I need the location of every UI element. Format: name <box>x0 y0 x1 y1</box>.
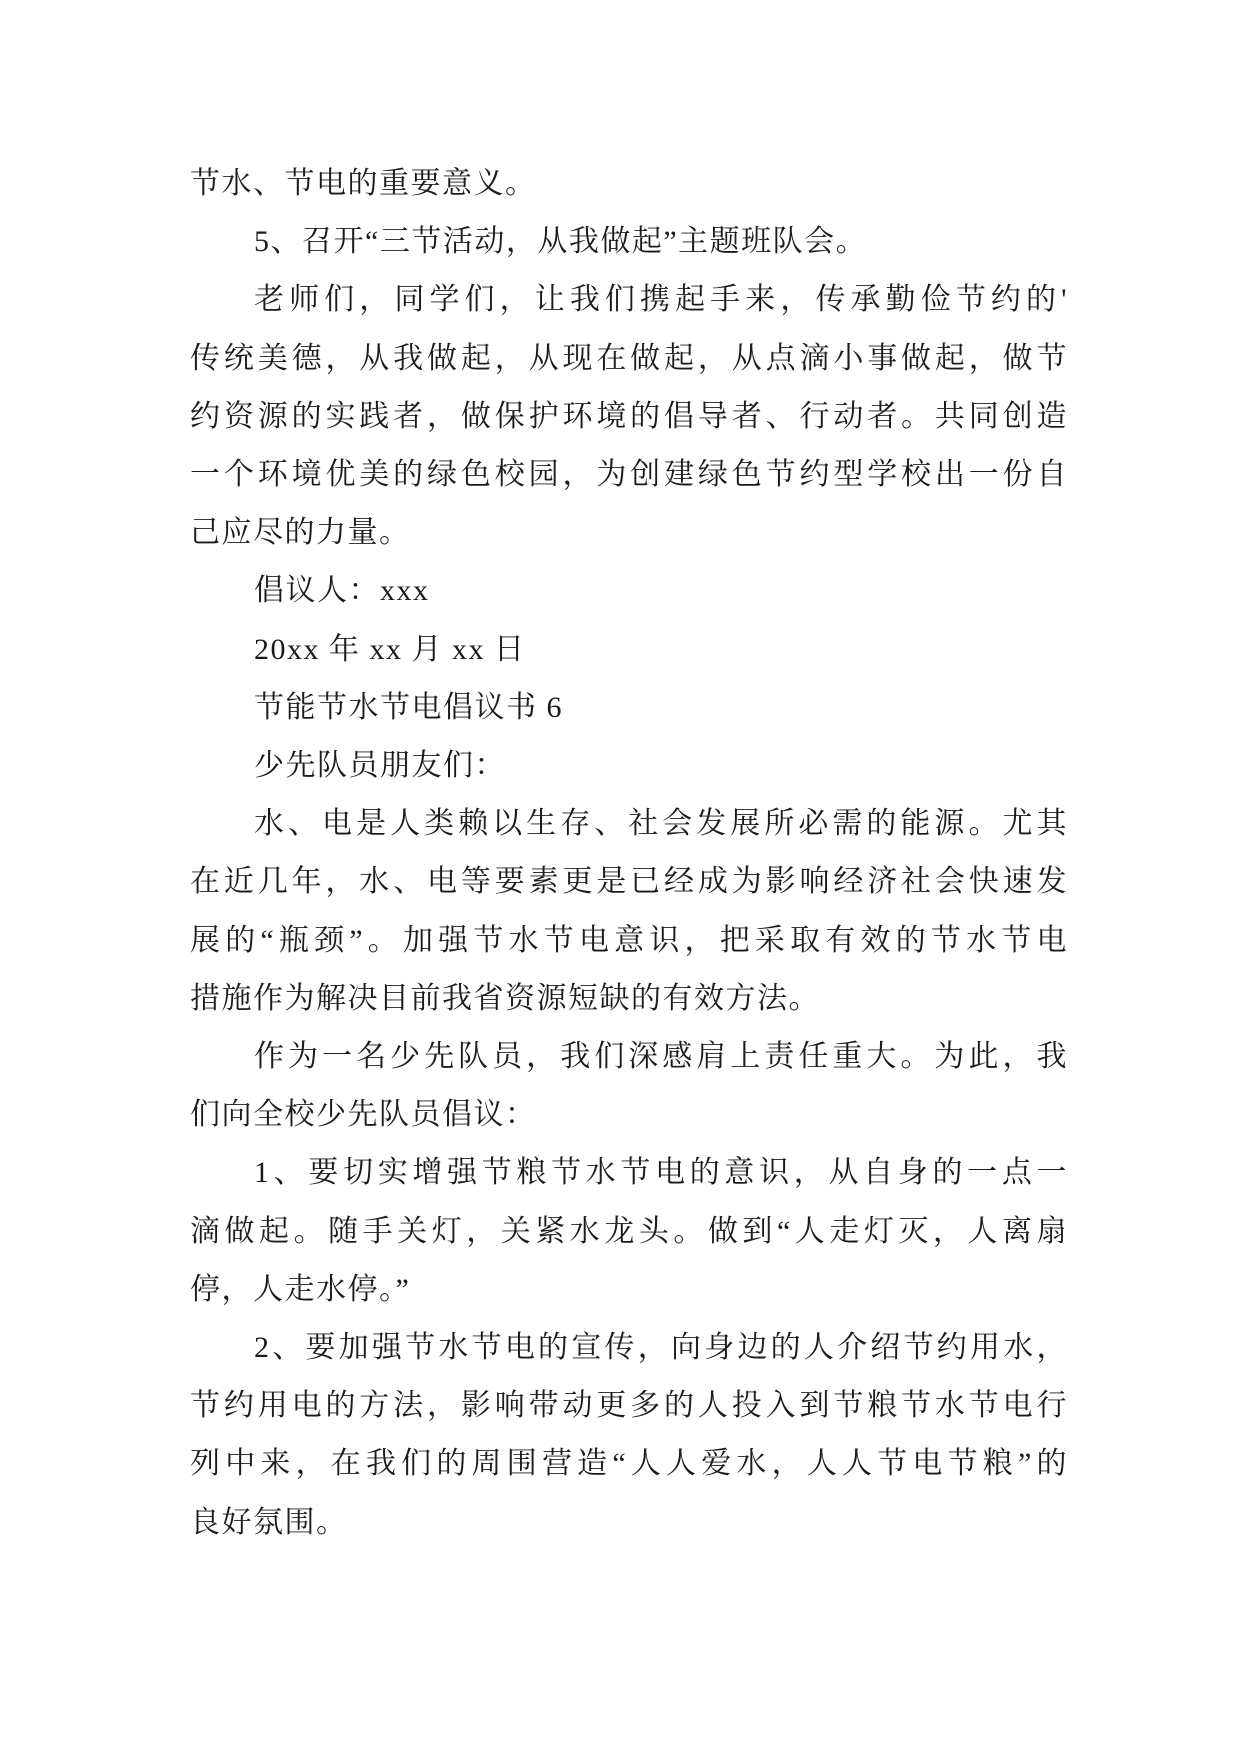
text-line: 在近几年，水、电等要素更是已经成为影响经济社会快速发 <box>190 865 1068 899</box>
text-line: 1、要切实增强节粮节水节电的意识，从自身的一点一 <box>254 1156 1068 1190</box>
text-line: 节能节水节电倡议书 6 <box>254 690 563 724</box>
text-line: 传统美德，从我做起，从现在做起，从点滴小事做起，做节 <box>190 341 1068 375</box>
text-line: 作为一名少先队员，我们深感肩上责任重大。为此，我 <box>254 1040 1068 1074</box>
text-line: 倡议人：xxx <box>254 574 430 608</box>
text-line: 老师们，同学们，让我们携起手来，传承勤俭节约的' <box>254 283 1068 317</box>
text-line: 约资源的实践者，做保护环境的倡导者、行动者。共同创造 <box>190 399 1068 433</box>
text-line: 良好氛围。 <box>190 1505 348 1539</box>
text-line: 己应尽的力量。 <box>190 516 411 550</box>
text-line: 停，人走水停。” <box>190 1272 411 1306</box>
text-line: 5、召开“三节活动，从我做起”主题班队会。 <box>254 225 868 259</box>
text-line: 节约用电的方法，影响带动更多的人投入到节粮节水节电行 <box>190 1389 1068 1423</box>
text-line: 2、要加强节水节电的宣传，向身边的人介绍节约用水， <box>254 1331 1068 1365</box>
text-line: 少先队员朋友们： <box>254 749 506 783</box>
text-line: 节水、节电的重要意义。 <box>190 167 537 200</box>
text-line: 水、电是人类赖以生存、社会发展所必需的能源。尤其 <box>254 807 1068 841</box>
text-line: 展的“瓶颈”。加强节水节电意识，把采取有效的节水节电 <box>190 923 1068 957</box>
text-line: 列中来，在我们的周围营造“人人爱水，人人节电节粮”的 <box>190 1447 1068 1481</box>
text-line: 20xx 年 xx 月 xx 日 <box>254 632 526 666</box>
text-line: 滴做起。随手关灯，关紧水龙头。做到“人走灯灭，人离扇 <box>190 1214 1068 1248</box>
document-text <box>190 155 1068 1552</box>
text-line: 一个环境优美的绿色校园，为创建绿色节约型学校出一份自 <box>190 458 1068 492</box>
text-line: 措施作为解决目前我省资源短缺的有效方法。 <box>190 981 820 1015</box>
text-line: 们向全校少先队员倡议： <box>190 1098 537 1132</box>
